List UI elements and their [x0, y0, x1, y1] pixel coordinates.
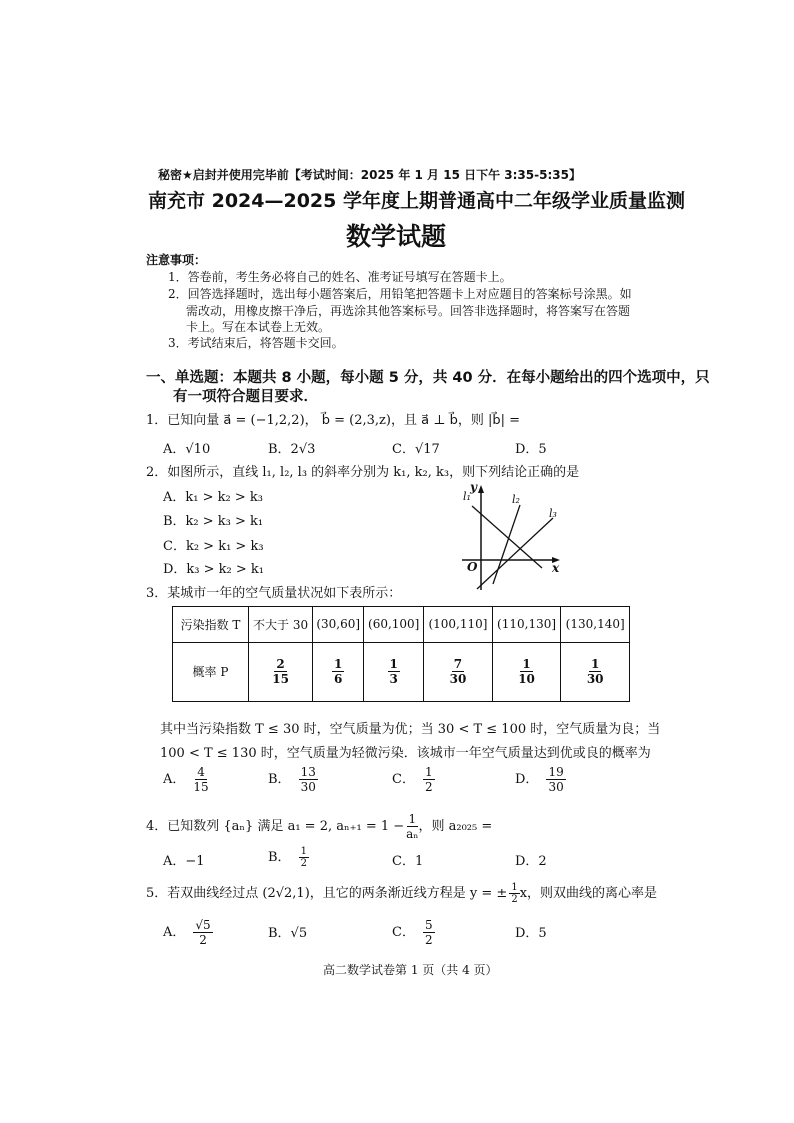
q1-option-b: B．2√3 — [268, 442, 316, 457]
table-row — [173, 642, 630, 701]
option-label: C． — [392, 772, 415, 787]
fraction-numerator: √5 — [195, 918, 211, 932]
q4-option-d: D．2 — [515, 854, 547, 869]
label-origin: O — [467, 560, 478, 574]
question-2-stem: 2．如图所示，直线 l₁, l₂, l₃ 的斜率分别为 k₁, k₂, k₃，则下列结论正确的是 — [146, 465, 580, 480]
q5-option-d: D．5 — [515, 926, 547, 941]
option-label: A． — [163, 772, 186, 787]
table-cell — [424, 642, 493, 701]
table-cell: (60,100] — [364, 607, 424, 643]
note-item: 需改动，用橡皮擦干净后，再选涂其他答案标号。回答非选择题时，将答案写在答题 — [186, 304, 631, 318]
fraction-numerator: 1 — [334, 657, 343, 672]
option-label: C． — [392, 925, 415, 940]
option-label: D． — [515, 772, 539, 787]
fraction-denominator: 3 — [389, 672, 398, 687]
question-3-stem: 3．某城市一年的空气质量状况如下表所示： — [146, 586, 402, 601]
fraction-denominator: aₙ — [406, 827, 419, 841]
label-x: x — [552, 561, 560, 575]
fraction-denominator: 6 — [334, 672, 343, 687]
stem-text: ，则 a₂₀₂₅ = — [418, 819, 493, 834]
exam-subtitle: 数学试题 — [346, 222, 447, 251]
table-cell: (30,60] — [313, 607, 364, 643]
option-label: B． — [268, 772, 291, 787]
fraction-numerator: 1 — [511, 882, 518, 893]
q5-option-a — [163, 918, 213, 947]
question-1-stem: 1．已知向量 a⃗ = (−1,2,2)， b⃗ = (2,3,z)，且 a⃗ ⊥ b⃗，则 |b⃗| = — [146, 413, 520, 428]
fraction-numerator: 1 — [408, 812, 417, 826]
fraction-denominator: 2 — [424, 933, 433, 947]
table-header-cell: 污染指数 T — [173, 607, 249, 643]
q4-option-c: C．1 — [392, 854, 424, 869]
table-cell — [561, 642, 630, 701]
table-row — [173, 607, 630, 643]
q3-option-d — [515, 765, 566, 794]
line-l3 — [477, 518, 553, 589]
fraction-numerator: 4 — [197, 765, 205, 779]
fraction-numerator: 2 — [276, 657, 285, 672]
fraction-denominator: 30 — [300, 780, 316, 794]
fraction-numerator: 13 — [300, 765, 316, 779]
table-cell: (110,130] — [492, 607, 561, 643]
y-axis-arrow — [478, 485, 484, 493]
table-cell — [492, 642, 561, 701]
line-l1 — [472, 506, 542, 568]
fraction-numerator: 1 — [522, 657, 531, 672]
stem-text: 4．已知数列 {aₙ} 满足 a₁ = 2, aₙ₊₁ = 1 − — [146, 819, 405, 834]
q5-option-b: B．√5 — [268, 926, 308, 941]
question-5-stem — [146, 882, 657, 905]
fraction-denominator: 15 — [193, 780, 209, 794]
fraction-denominator: 30 — [449, 672, 467, 687]
air-quality-table — [172, 606, 630, 702]
confidential-header: 秘密★启封并使用完毕前【考试时间：2025 年 1 月 15 日下午 3:35-5:35】 — [158, 168, 581, 182]
q3-text-1: 其中当污染指数 T ≤ 30 时，空气质量为优；当 30 < T ≤ 100 时，空气质量为良；当 — [160, 722, 661, 737]
fraction-denominator: 2 — [300, 858, 307, 869]
label-l1: l₁ — [463, 490, 471, 503]
table-cell — [249, 642, 313, 701]
q2-option-c: C．k₂ > k₁ > k₃ — [163, 539, 264, 554]
stem-text: x，则双曲线的离心率是 — [519, 886, 658, 901]
q3-option-c — [392, 765, 435, 794]
table-cell: 不大于 30 — [249, 607, 313, 643]
q1-option-a: A．√10 — [163, 442, 211, 457]
q1-option-c: C．√17 — [392, 442, 440, 457]
note-item: 2．回答选择题时，选出每小题答案后，用铅笔把答题卡上对应题目的答案标号涂黑。如 — [168, 287, 632, 301]
q2-option-a: A．k₁ > k₂ > k₃ — [163, 490, 263, 505]
fraction-numerator: 19 — [548, 765, 564, 779]
q5-option-c — [392, 918, 435, 947]
q4-option-a: A．−1 — [163, 854, 205, 869]
section-heading-cont: 有一项符合题目要求． — [173, 389, 318, 405]
question-4-stem — [146, 812, 492, 841]
exam-title: 南充市 2024—2025 学年度上期普通高中二年级学业质量监测 — [148, 190, 685, 212]
fraction-denominator: 30 — [586, 672, 604, 687]
option-label: B． — [268, 850, 291, 865]
option-label: A． — [163, 925, 186, 940]
note-item: 1．答卷前，考生务必将自己的姓名、准考证号填写在答题卡上。 — [168, 270, 512, 284]
q3-option-a — [163, 765, 209, 794]
label-l3: l₃ — [549, 507, 557, 520]
table-cell — [313, 642, 364, 701]
stem-text: 5．若双曲线经过点 (2√2,1)，且它的两条渐近线方程是 y = ± — [146, 886, 508, 901]
fraction-numerator: 1 — [424, 765, 433, 779]
table-header-cell: 概率 P — [173, 642, 249, 701]
q2-option-d: D．k₃ > k₂ > k₁ — [163, 562, 265, 577]
fraction-numerator: 1 — [300, 846, 307, 857]
fraction-denominator: 2 — [199, 933, 207, 947]
note-item: 卡上。写在本试卷上无效。 — [186, 320, 331, 334]
label-y: y — [470, 480, 477, 494]
fraction-numerator: 7 — [453, 657, 463, 672]
note-item: 3．考试结束后，将答题卡交回。 — [168, 336, 344, 350]
fraction-denominator: 10 — [518, 672, 535, 687]
q1-option-d: D．5 — [515, 442, 547, 457]
label-l2: l₂ — [512, 493, 520, 506]
fraction-numerator: 5 — [424, 918, 433, 932]
page-footer: 高二数学试卷第 1 页（共 4 页） — [323, 963, 498, 977]
table-cell: (100,110] — [424, 607, 493, 643]
fraction-denominator: 2 — [424, 780, 433, 794]
section-heading: 一、单选题：本题共 8 小题，每小题 5 分，共 40 分．在每小题给出的四个选项中，只 — [146, 370, 710, 386]
notes-heading: 注意事项： — [146, 253, 207, 267]
table-cell: (130,140] — [561, 607, 630, 643]
table-cell — [364, 642, 424, 701]
fraction-numerator: 1 — [591, 657, 600, 672]
q2-option-b: B．k₂ > k₃ > k₁ — [163, 514, 264, 529]
fraction-denominator: 15 — [272, 672, 289, 687]
q3-option-b — [268, 765, 318, 794]
fraction-denominator: 30 — [548, 780, 564, 794]
fraction-numerator: 1 — [389, 657, 398, 672]
fraction-denominator: 2 — [511, 894, 518, 905]
q3-text-2: 100 < T ≤ 130 时，空气质量为轻微污染．该城市一年空气质量达到优或良的概率为 — [160, 746, 651, 761]
q4-option-b — [268, 846, 309, 869]
